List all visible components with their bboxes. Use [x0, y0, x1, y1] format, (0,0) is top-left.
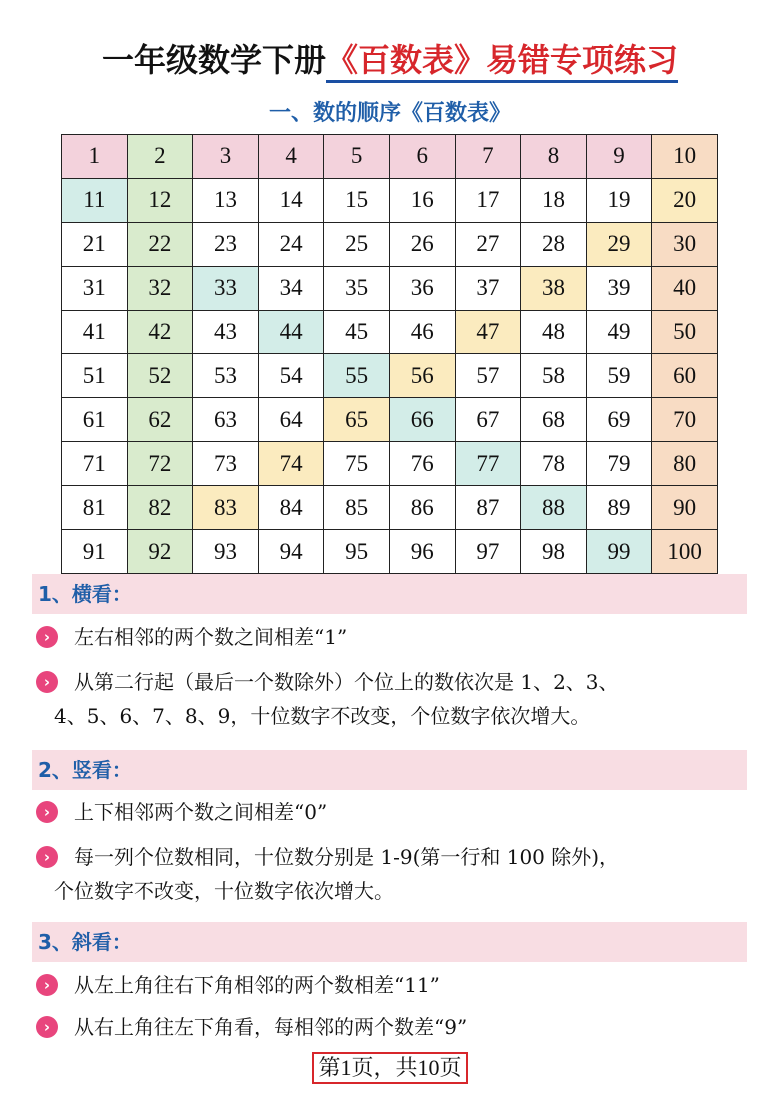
grid-cell: 54 — [258, 354, 324, 398]
grid-cell: 24 — [258, 222, 324, 266]
table-row — [62, 135, 718, 179]
grid-cell: 33 — [193, 266, 259, 310]
list-item — [36, 1010, 748, 1044]
grid-cell: 1 — [62, 135, 128, 179]
table-row — [62, 178, 718, 222]
grid-cell: 74 — [258, 442, 324, 486]
table-row — [62, 310, 718, 354]
section-heading-vertical: 2、竖看： — [32, 750, 747, 790]
grid-cell: 10 — [652, 135, 718, 179]
chevron-right-icon: › — [36, 974, 58, 996]
section-subtitle: 一、数的顺序《百数表》 — [268, 101, 511, 126]
grid-cell: 14 — [258, 178, 324, 222]
chevron-right-icon: › — [36, 626, 58, 648]
chevron-right-icon: › — [36, 1016, 58, 1038]
grid-cell: 60 — [652, 354, 718, 398]
chevron-right-icon: › — [36, 671, 58, 693]
grid-cell: 25 — [324, 222, 390, 266]
grid-cell: 73 — [193, 442, 259, 486]
grid-cell: 32 — [127, 266, 193, 310]
grid-cell: 55 — [324, 354, 390, 398]
grid-cell: 88 — [521, 486, 587, 530]
section-heading-horizontal: 1、横看： — [32, 574, 747, 614]
grid-cell: 99 — [586, 530, 652, 574]
grid-cell: 87 — [455, 486, 521, 530]
table-row — [62, 222, 718, 266]
grid-cell: 78 — [521, 442, 587, 486]
grid-cell: 42 — [127, 310, 193, 354]
grid-cell: 31 — [62, 266, 128, 310]
grid-cell: 39 — [586, 266, 652, 310]
grid-cell: 22 — [127, 222, 193, 266]
list-item — [36, 795, 748, 829]
grid-cell: 9 — [586, 135, 652, 179]
grid-cell: 50 — [652, 310, 718, 354]
grid-cell: 7 — [455, 135, 521, 179]
grid-cell: 13 — [193, 178, 259, 222]
grid-cell: 4 — [258, 135, 324, 179]
grid-cell: 89 — [586, 486, 652, 530]
grid-cell: 69 — [586, 398, 652, 442]
grid-cell: 94 — [258, 530, 324, 574]
list-item — [36, 620, 748, 654]
grid-cell: 47 — [455, 310, 521, 354]
list-item — [36, 665, 748, 733]
item-text: 上下相邻两个数之间相差“0” — [74, 800, 328, 824]
page-number-label: 第1页，共10页 — [312, 1052, 467, 1084]
grid-cell: 46 — [389, 310, 455, 354]
grid-cell: 16 — [389, 178, 455, 222]
item-text: 从左上角往右下角相邻的两个数相差“11” — [74, 973, 440, 997]
grid-cell: 53 — [193, 354, 259, 398]
grid-cell: 37 — [455, 266, 521, 310]
item-text: 每一列个位数相同，十位数分别是 1-9(第一行和 100 除外)， — [74, 845, 620, 869]
grid-cell: 79 — [586, 442, 652, 486]
grid-cell: 20 — [652, 178, 718, 222]
grid-cell: 90 — [652, 486, 718, 530]
grid-cell: 100 — [652, 530, 718, 574]
grid-cell: 63 — [193, 398, 259, 442]
grid-cell: 86 — [389, 486, 455, 530]
grid-cell: 30 — [652, 222, 718, 266]
table-row — [62, 486, 718, 530]
list-item — [36, 968, 748, 1002]
grid-cell: 21 — [62, 222, 128, 266]
grid-cell: 67 — [455, 398, 521, 442]
grid-cell: 59 — [586, 354, 652, 398]
grid-cell: 98 — [521, 530, 587, 574]
grid-cell: 93 — [193, 530, 259, 574]
section-heading-diagonal: 3、斜看： — [32, 922, 747, 962]
chevron-right-icon: › — [36, 801, 58, 823]
grid-cell: 12 — [127, 178, 193, 222]
page-title — [0, 40, 780, 80]
table-row — [62, 266, 718, 310]
grid-cell: 76 — [389, 442, 455, 486]
grid-cell: 8 — [521, 135, 587, 179]
grid-cell: 48 — [521, 310, 587, 354]
grid-cell: 43 — [193, 310, 259, 354]
grid-cell: 81 — [62, 486, 128, 530]
grid-cell: 2 — [127, 135, 193, 179]
grid-cell: 44 — [258, 310, 324, 354]
grid-cell: 51 — [62, 354, 128, 398]
grid-cell: 75 — [324, 442, 390, 486]
grid-cell: 71 — [62, 442, 128, 486]
hundred-chart — [61, 134, 718, 574]
grid-cell: 65 — [324, 398, 390, 442]
grid-cell: 38 — [521, 266, 587, 310]
grid-cell: 27 — [455, 222, 521, 266]
grid-cell: 45 — [324, 310, 390, 354]
grid-cell: 66 — [389, 398, 455, 442]
item-text-continued: 个位数字不改变，十位数字依次增大。 — [54, 879, 394, 903]
grid-cell: 19 — [586, 178, 652, 222]
page-footer — [0, 1052, 780, 1084]
grid-cell: 62 — [127, 398, 193, 442]
grid-cell: 91 — [62, 530, 128, 574]
grid-cell: 41 — [62, 310, 128, 354]
grid-cell: 64 — [258, 398, 324, 442]
table-row — [62, 530, 718, 574]
grid-cell: 61 — [62, 398, 128, 442]
grid-cell: 11 — [62, 178, 128, 222]
grid-cell: 34 — [258, 266, 324, 310]
grid-cell: 58 — [521, 354, 587, 398]
item-text: 从右上角往左下角看，每相邻的两个数差“9” — [74, 1015, 468, 1039]
grid-cell: 40 — [652, 266, 718, 310]
grid-cell: 3 — [193, 135, 259, 179]
grid-cell: 5 — [324, 135, 390, 179]
grid-cell: 36 — [389, 266, 455, 310]
grid-cell: 92 — [127, 530, 193, 574]
grid-cell: 29 — [586, 222, 652, 266]
table-row — [62, 398, 718, 442]
grid-cell: 6 — [389, 135, 455, 179]
chevron-right-icon: › — [36, 846, 58, 868]
grid-cell: 83 — [193, 486, 259, 530]
grid-cell: 57 — [455, 354, 521, 398]
grid-cell: 28 — [521, 222, 587, 266]
grid-cell: 68 — [521, 398, 587, 442]
grid-cell: 77 — [455, 442, 521, 486]
item-text: 从第二行起（最后一个数除外）个位上的数依次是 1、2、3、 — [74, 670, 619, 694]
grid-cell: 17 — [455, 178, 521, 222]
grid-cell: 52 — [127, 354, 193, 398]
grid-cell: 23 — [193, 222, 259, 266]
grid-cell: 56 — [389, 354, 455, 398]
table-row — [62, 442, 718, 486]
grid-cell: 82 — [127, 486, 193, 530]
grid-cell: 97 — [455, 530, 521, 574]
grid-cell: 26 — [389, 222, 455, 266]
list-item — [36, 840, 748, 908]
table-row — [62, 354, 718, 398]
grid-cell: 96 — [389, 530, 455, 574]
grid-cell: 72 — [127, 442, 193, 486]
grid-cell: 95 — [324, 530, 390, 574]
grid-cell: 84 — [258, 486, 324, 530]
grid-cell: 15 — [324, 178, 390, 222]
title-grade: 一年级数学下册 — [101, 41, 326, 79]
grid-cell: 35 — [324, 266, 390, 310]
title-topic: 《百数表》易错专项练习 — [326, 41, 678, 83]
grid-cell: 18 — [521, 178, 587, 222]
item-text-continued: 4、5、6、7、8、9，十位数字不改变，个位数字依次增大。 — [54, 704, 591, 728]
grid-cell: 80 — [652, 442, 718, 486]
grid-cell: 70 — [652, 398, 718, 442]
grid-cell: 49 — [586, 310, 652, 354]
item-text: 左右相邻的两个数之间相差“1” — [74, 625, 348, 649]
grid-cell: 85 — [324, 486, 390, 530]
